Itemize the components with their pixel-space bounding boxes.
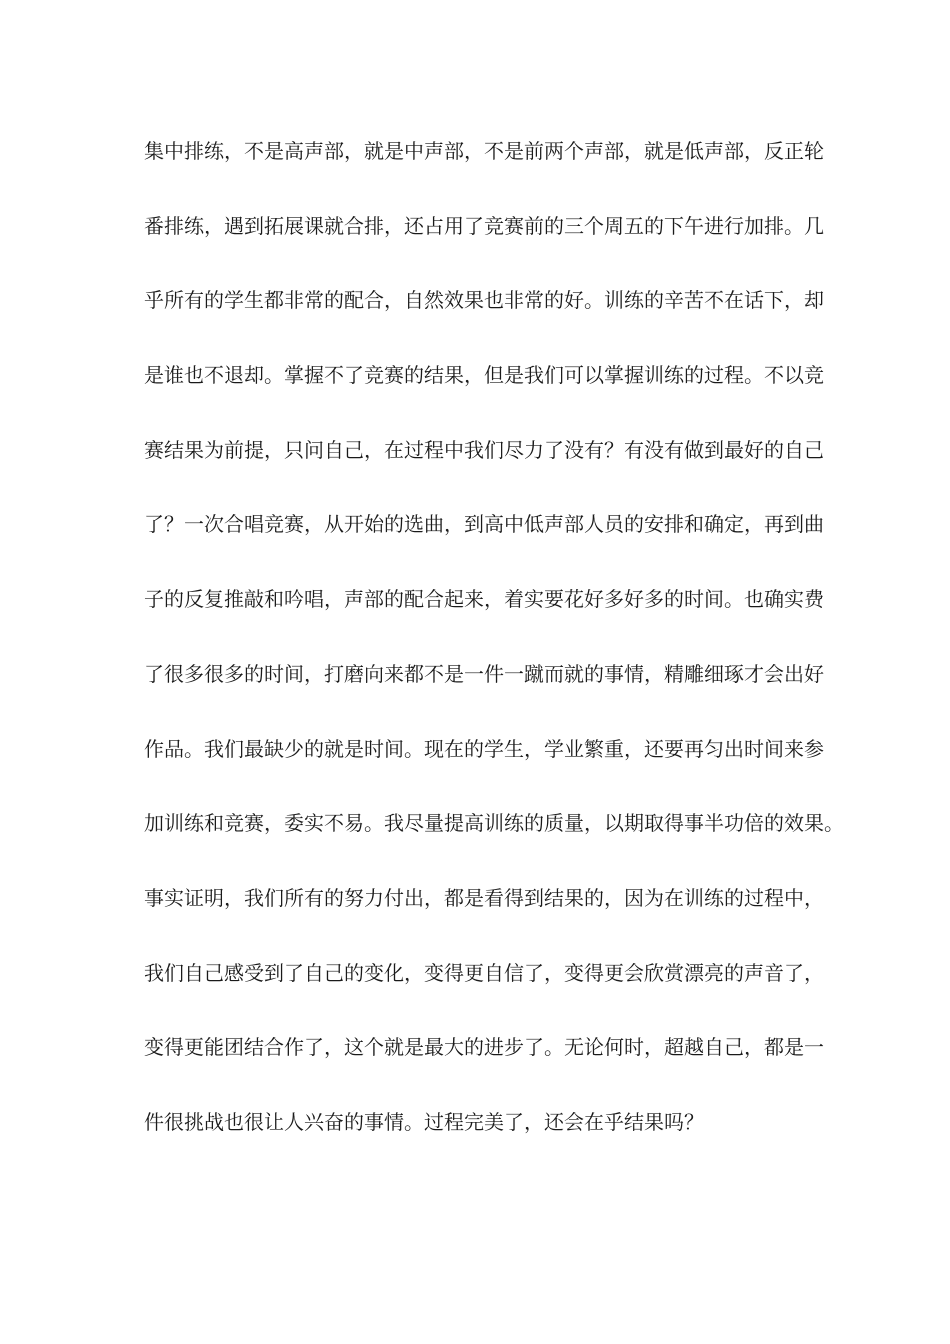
text-line-6: 了？一次合唱竞赛，从开始的选曲，到高中低声部人员的安排和确定，再到曲 bbox=[144, 512, 824, 537]
text-line-1: 集中排练，不是高声部，就是中声部，不是前两个声部，就是低声部，反正轮 bbox=[144, 139, 824, 163]
text-line-9: 作品。我们最缺少的就是时间。现在的学生，学业繁重，还要再匀出时间来参 bbox=[144, 736, 824, 761]
body-paragraph bbox=[144, 134, 844, 1180]
text-line-3: 乎所有的学生都非常的配合，自然效果也非常的好。训练的辛苦不在话下，却 bbox=[144, 288, 824, 313]
text-line-12: 我们自己感受到了自己的变化，变得更自信了，变得更会欣赏漂亮的声音了， bbox=[144, 960, 824, 985]
text-line-11: 事实证明，我们所有的努力付出，都是看得到结果的，因为在训练的过程中， bbox=[144, 885, 824, 910]
text-line-7: 子的反复推敲和吟唱，声部的配合起来，着实要花好多好多的时间。也确实费 bbox=[144, 587, 824, 612]
text-line-4: 是谁也不退却。掌握不了竞赛的结果，但是我们可以掌握训练的过程。不以竞 bbox=[144, 363, 824, 388]
text-line-13: 变得更能团结合作了，这个就是最大的进步了。无论何时，超越自己，都是一 bbox=[144, 1035, 824, 1060]
text-line-2: 番排练，遇到拓展课就合排，还占用了竞赛前的三个周五的下午进行加排。几 bbox=[144, 213, 824, 238]
text-line-8: 了很多很多的时间，打磨向来都不是一件一蹴而就的事情，精雕细琢才会出好 bbox=[144, 661, 824, 686]
text-line-14: 件很挑战也很让人兴奋的事情。过程完美了，还会在乎结果吗？ bbox=[144, 1109, 704, 1134]
text-line-10: 加训练和竞赛，委实不易。我尽量提高训练的质量，以期取得事半功倍的效果。 bbox=[144, 811, 844, 836]
text-line-5: 赛结果为前提，只问自己，在过程中我们尽力了没有？有没有做到最好的自己 bbox=[144, 437, 824, 462]
